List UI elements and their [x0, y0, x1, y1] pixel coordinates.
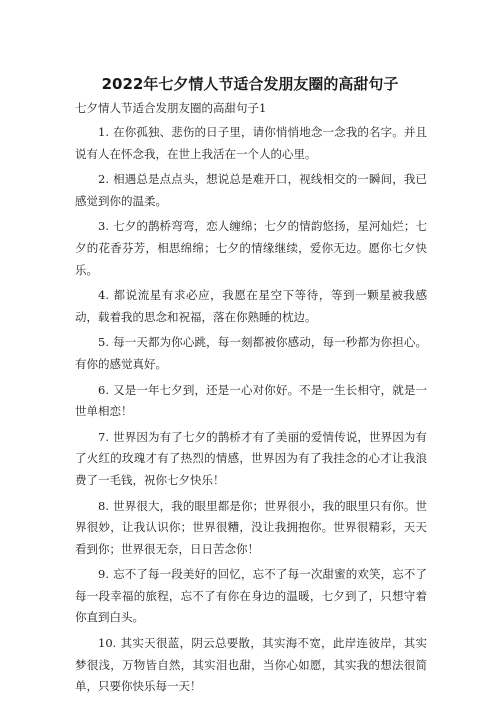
paragraph-number: 7. [98, 429, 109, 444]
paragraph-text: 又是一年七夕到，还是一心对你好。不是一生长相守，就是一世单相恋！ [75, 382, 427, 419]
paragraph-text: 相遇总是点点头，想说总是难开口，视线相交的一瞬间，我已感觉到你的温柔。 [75, 172, 427, 208]
paragraph [75, 122, 427, 165]
paragraph-number: 8. [98, 498, 109, 513]
paragraph [75, 169, 427, 212]
paragraph [75, 564, 427, 629]
paragraph-number: 9. [98, 567, 109, 582]
paragraph-text: 在你孤独、悲伤的日子里，请你悄悄地念一念我的名字。并且说有人在怀念我，在世上我活在一个人的心里。 [75, 125, 427, 161]
paragraph [75, 380, 427, 423]
paragraph [75, 633, 427, 698]
paragraph-text: 都说流星有求必应，我愿在星空下等待，等到一颗星被我感动，载着我的思念和祝福，落在你熟睡的枕边。 [75, 288, 427, 324]
paragraph [75, 427, 427, 492]
paragraph [75, 216, 427, 281]
paragraph-number: 4. [98, 288, 109, 303]
paragraph-number: 6. [98, 382, 109, 397]
paragraph-number: 3. [98, 219, 109, 234]
section-subtitle: 七夕情人节适合发朋友圈的高甜句子1 [75, 101, 267, 115]
paragraph-text: 每一天都为你心跳，每一刻都被你感动，每一秒都为你担心。有你的感觉真好。 [75, 335, 427, 371]
paragraph-text: 世界因为有了七夕的鹊桥才有了美丽的爱情传说，世界因为有了火红的玫瑰才有了热烈的情感，世界因为有了我挂念的心才让我浪费了一毛钱，祝你七夕快乐！ [75, 429, 427, 487]
paragraph-number: 5. [98, 335, 109, 350]
paragraph-number: 10. [98, 636, 117, 651]
paragraph-list [75, 122, 427, 702]
paragraph-text: 忘不了每一段美好的回忆，忘不了每一次甜蜜的欢笑，忘不了每一段幸福的旅程，忘不了有你在身边的温暖，七夕到了，只想守着你直到白头。 [75, 567, 427, 625]
paragraph-text: 其实天很蓝，阴云总要散，其实海不宽，此岸连彼岸，其实梦很浅，万物皆自然，其实泪也甜，当你心如愿，其实我的想法很简单，只要你快乐每一天！ [75, 636, 427, 694]
paragraph-text: 七夕的鹊桥弯弯，恋人缠绵；七夕的情韵悠扬，星河灿烂；七夕的花香芬芳，相思绵绵；七夕的情缘继续，爱你无边。愿你七夕快乐。 [75, 219, 427, 277]
paragraph [75, 496, 427, 561]
paragraph-number: 2. [98, 172, 109, 187]
paragraph-text: 世界很大，我的眼里都是你；世界很小，我的眼里只有你。世界很妙，让我认识你；世界很糟，没让我拥抱你。世界很精彩，天天看到你；世界很无奈，日日苦念你！ [75, 498, 427, 556]
paragraph [75, 332, 427, 375]
page-title: 2022年七夕情人节适合发朋友圈的高甜句子 [101, 75, 399, 93]
paragraph-number: 1. [98, 125, 109, 139]
paragraph [75, 285, 427, 328]
